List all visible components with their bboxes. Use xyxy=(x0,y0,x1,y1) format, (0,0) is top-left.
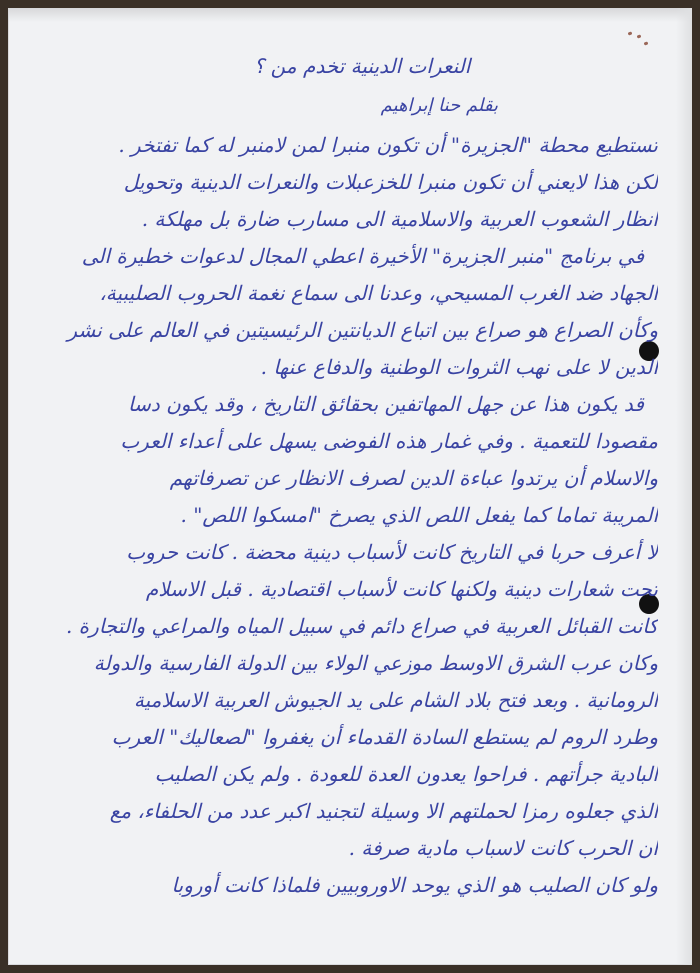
text-line: والاسلام أن يرتدوا عباءة الدين لصرف الانظار عن تصرفاتهم xyxy=(169,466,658,490)
text-line: تحت شعارات دينية ولكنها كانت لأسباب اقتصادية . قبل الاسلام xyxy=(145,577,658,601)
article-title: النعرات الدينية تخدم من ؟ xyxy=(253,54,471,78)
handwritten-letter-page xyxy=(8,8,692,965)
handwritten-text-block xyxy=(36,48,658,904)
text-line: الدين لا على نهب الثروات الوطنية والدفاع عنها . xyxy=(260,355,658,379)
text-line: في برنامج "منبر الجزيرة" الأخيرة اعطي المجال لدعوات خطيرة الى xyxy=(81,244,644,268)
text-line: انظار الشعوب العربية والاسلامية الى مسارب ضارة بل مهلكة . xyxy=(141,207,658,231)
text-line: وكأن الصراع هو صراع بين اتباع الديانتين الرئيسيتين في العالم على نشر xyxy=(67,318,658,342)
text-line: ولو كان الصليب هو الذي يوحد الاوروبيين فلماذا كانت أوروبا xyxy=(171,873,658,897)
text-line: كانت القبائل العربية في صراع دائم في سبيل المياه والمراعي والتجارة . xyxy=(65,614,658,638)
text-line: لكن هذا لايعني أن تكون منبرا للخزعبلات والنعرات الدينية وتحويل xyxy=(123,170,658,194)
text-line: المريبة تماما كما يفعل اللص الذي يصرخ "امسكوا اللص" . xyxy=(180,503,658,527)
text-line: تستطيع محطة "الجزيرة" أن تكون منبرا لمن لامنبر له كما تفتخر . xyxy=(118,133,658,157)
paper-top-shadow xyxy=(8,8,692,22)
text-line: وطرد الروم لم يستطع السادة القدماء أن يغفروا "لصعاليك" العرب xyxy=(111,725,658,749)
text-line: الجهاد ضد الغرب المسيحي، وعدنا الى سماع نغمة الحروب الصليبية، xyxy=(99,281,658,305)
text-line: مقصودا للتعمية . وفي غمار هذه الفوضى يسهل على أعداء العرب xyxy=(120,429,658,453)
paper-right-shadow xyxy=(676,8,692,965)
text-line: قد يكون هذا عن جهل المهاتفين بحقائق التاريخ ، وقد يكون دسا xyxy=(128,392,644,416)
text-line: الرومانية . وبعد فتح بلاد الشام على يد الجيوش العربية الاسلامية xyxy=(133,688,658,712)
text-line: ان الحرب كانت لاسباب مادية صرفة . xyxy=(348,836,658,860)
text-line: وكان عرب الشرق الاوسط موزعي الولاء بين الدولة الفارسية والدولة xyxy=(93,651,658,675)
author-byline: بقلم حنا إبراهيم xyxy=(380,95,498,116)
ink-mark xyxy=(628,31,633,35)
text-line: الذي جعلوه رمزا لحملتهم الا وسيلة لتجنيد اكبر عدد من الحلفاء، مع xyxy=(109,799,658,823)
ink-mark xyxy=(644,41,649,45)
text-line: البادية جرأتهم . فراحوا يعدون العدة للعودة . ولم يكن الصليب xyxy=(154,762,658,786)
text-line: لا أعرف حربا في التاريخ كانت لأسباب دينية محضة . كانت حروب xyxy=(126,540,658,564)
ink-mark xyxy=(637,34,642,38)
